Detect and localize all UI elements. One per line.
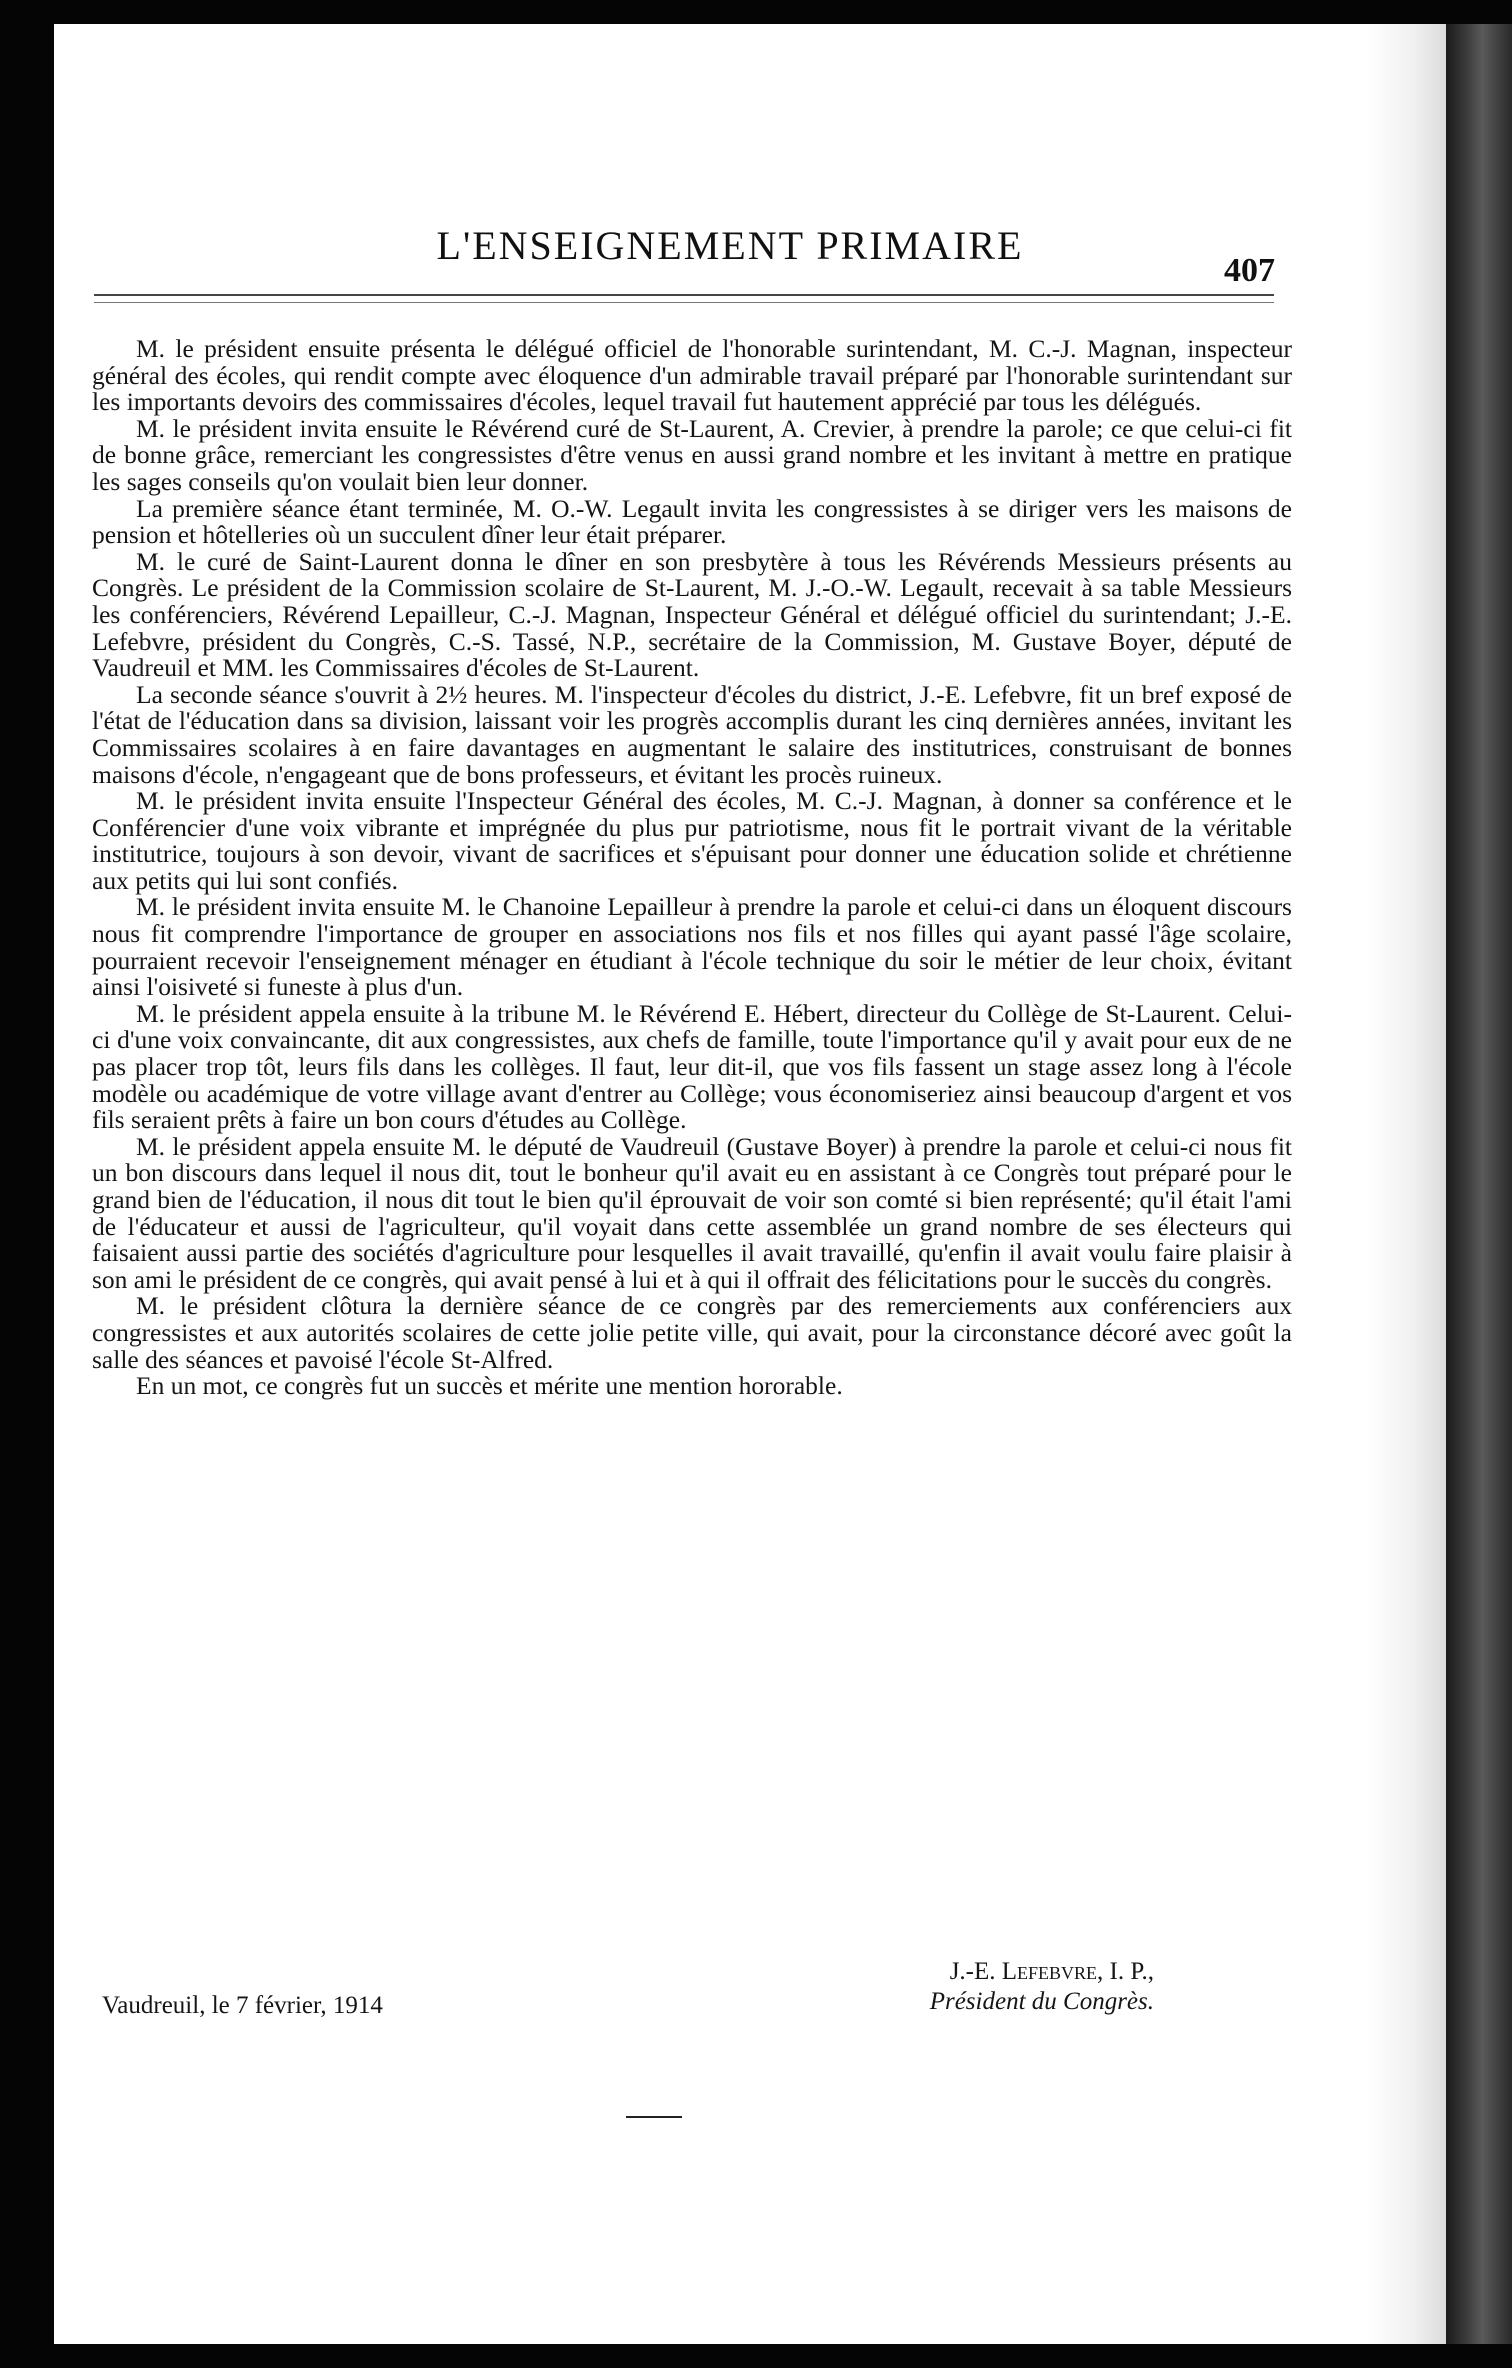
paragraph: M. le président invita ensuite M. le Chanoine Lepailleur à prendre la parole et celui-ci dans un éloquent discours nous fit comprendre l'importance de grouper en associations nos fils et nos filles qui ayant passé l'âge scolaire, pourraient recevoir l'enseignement ménager en étudiant à l'école technique du soir le métier de leur choix, évitant ainsi l'oisiveté si funeste à plus d'un. [92,892,1292,1002]
paragraph: M. le président appela ensuite M. le député de Vaudreuil (Gustave Boyer) à prendre la parole et celui-ci nous fit un bon discours dans lequel il nous dit, tout le bonheur qu'il avait eu en assistant à ce Congrès tout préparé pour le grand bien de l'éducation, il nous dit tout le bien qu'il éprouvait de voir son comté si bien représenté; qu'il était l'ami de l'éducateur et aussi de l'agriculteur, qu'il voyait dans cette assemblée un grand nombre de ses électeurs qui faisaient aussi partie des sociétés d'agriculture pour lesquelles il avait travaillé, qu'enfin il avait voulu faire plaisir à son ami le président de ce congrès, qui avait pensé à lui et à qui il offrait des félicitations pour le succès du congrès. [92,1131,1292,1294]
signatory-title: Président du Congrès. [929,1988,1154,2015]
page-edge-shadow [1366,24,1446,2344]
page-number: 407 [1224,252,1275,289]
paragraph: M. le président ensuite présenta le délégué officiel de l'honorable surintendant, M. C.-J. Magnan, inspecteur général des écoles, qui rendit compte avec éloquence d'un admirable travail préparé par l'honorable surintendant sur les importants devoirs des commissaires d'écoles, lequel travail fut hautement apprécié par tous les délégués. [92,334,1292,417]
document-page [54,24,1446,2344]
book-spine-edge [1446,24,1512,2344]
header-rule-thin [94,302,1274,303]
signatory-name: J.-E. Lefebvre, I. P., [949,1958,1154,1985]
paragraph: M. le président appela ensuite à la tribune M. le Révérend E. Hébert, directeur du Collège de St-Laurent. Celui-ci d'une voix convaincante, dit aux congressistes, aux chefs de famille, toute l'importance qu'il y avait pour eux de ne pas placer trop tôt, leurs fils dans les collèges. Il faut, leur dit-il, que vos fils fassent un stage assez long à l'école modèle ou académique de votre village avant d'entrer au Collège; vous économiseriez ainsi beaucoup d'argent et vos fils seraient prêts à faire un bon cours d'études au Collège. [92,998,1292,1135]
signature-block [814,1957,1154,2017]
end-rule [626,2116,682,2118]
paragraph: M. le curé de Saint-Laurent donna le dîner en son presbytère à tous les Révérends Messieurs présents au Congrès. Le président de la Commission scolaire de St-Laurent, M. J.-O.-W. Legault, recevait à sa table Messieurs les conférenciers, Révérend Lepailleur, C.-J. Magnan, Inspecteur Général et délégué officiel du surintendant; J.-E. Lefebvre, président du Congrès, C.-S. Tassé, N.P., secrétaire de la Commission, M. Gustave Boyer, député de Vaudreuil et MM. les Commissaires d'écoles de St-Laurent. [92,546,1292,683]
place-and-date: Vaudreuil, le 7 février, 1914 [102,1992,383,2019]
paragraph: M. le président invita ensuite l'Inspecteur Général des écoles, M. C.-J. Magnan, à donner sa conférence et le Conférencier d'une voix vibrante et imprégnée du plus pur patriotisme, nous fit le portrait vivant de la véritable institutrice, toujours à son devoir, vivant de sacrifices et s'épuisant pour donner une éducation solide et chrétienne aux petits qui lui sont confiés. [92,786,1292,895]
article-body [92,336,1292,1400]
paragraph: La seconde séance s'ouvrit à 2½ heures. M. l'inspecteur d'écoles du district, J.-E. Lefebvre, fit un bref exposé de l'état de l'éducation dans sa division, laissant voir les progrès accomplis durant les cinq dernières années, invitant les Commissaires scolaires à en faire davantages en augmentant le salaire des institutrices, construisant de bonnes maisons d'école, n'engageant que de bons professeurs, et évitant les procès ruineux. [92,679,1292,789]
running-header: L'ENSEIGNEMENT PRIMAIRE [436,223,1024,268]
paragraph: M. le président invita ensuite le Révérend curé de St-Laurent, A. Crevier, à prendre la parole; ce que celui-ci fit de bonne grâce, remerciant les congressistes d'être venus en aussi grand nombre et les invitant à mettre en pratique les sages conseils qu'on voulait bien leur donner. [92,413,1292,496]
paragraph: La première séance étant terminée, M. O.-W. Legault invita les congressistes à se diriger vers les maisons de pension et hôtelleries où un succulent dîner leur était préparer. [92,493,1292,550]
header-rule [94,294,1274,296]
paragraph: M. le président clôtura la dernière séance de ce congrès par des remerciements aux conférenciers aux congressistes et aux autorités scolaires de cette jolie petite ville, qui avait, pour la circonstance décoré avec goût la salle des séances et pavoisé l'école St-Alfred. [92,1291,1292,1374]
paragraph: En un mot, ce congrès fut un succès et mérite une mention hororable. [136,1371,843,1401]
